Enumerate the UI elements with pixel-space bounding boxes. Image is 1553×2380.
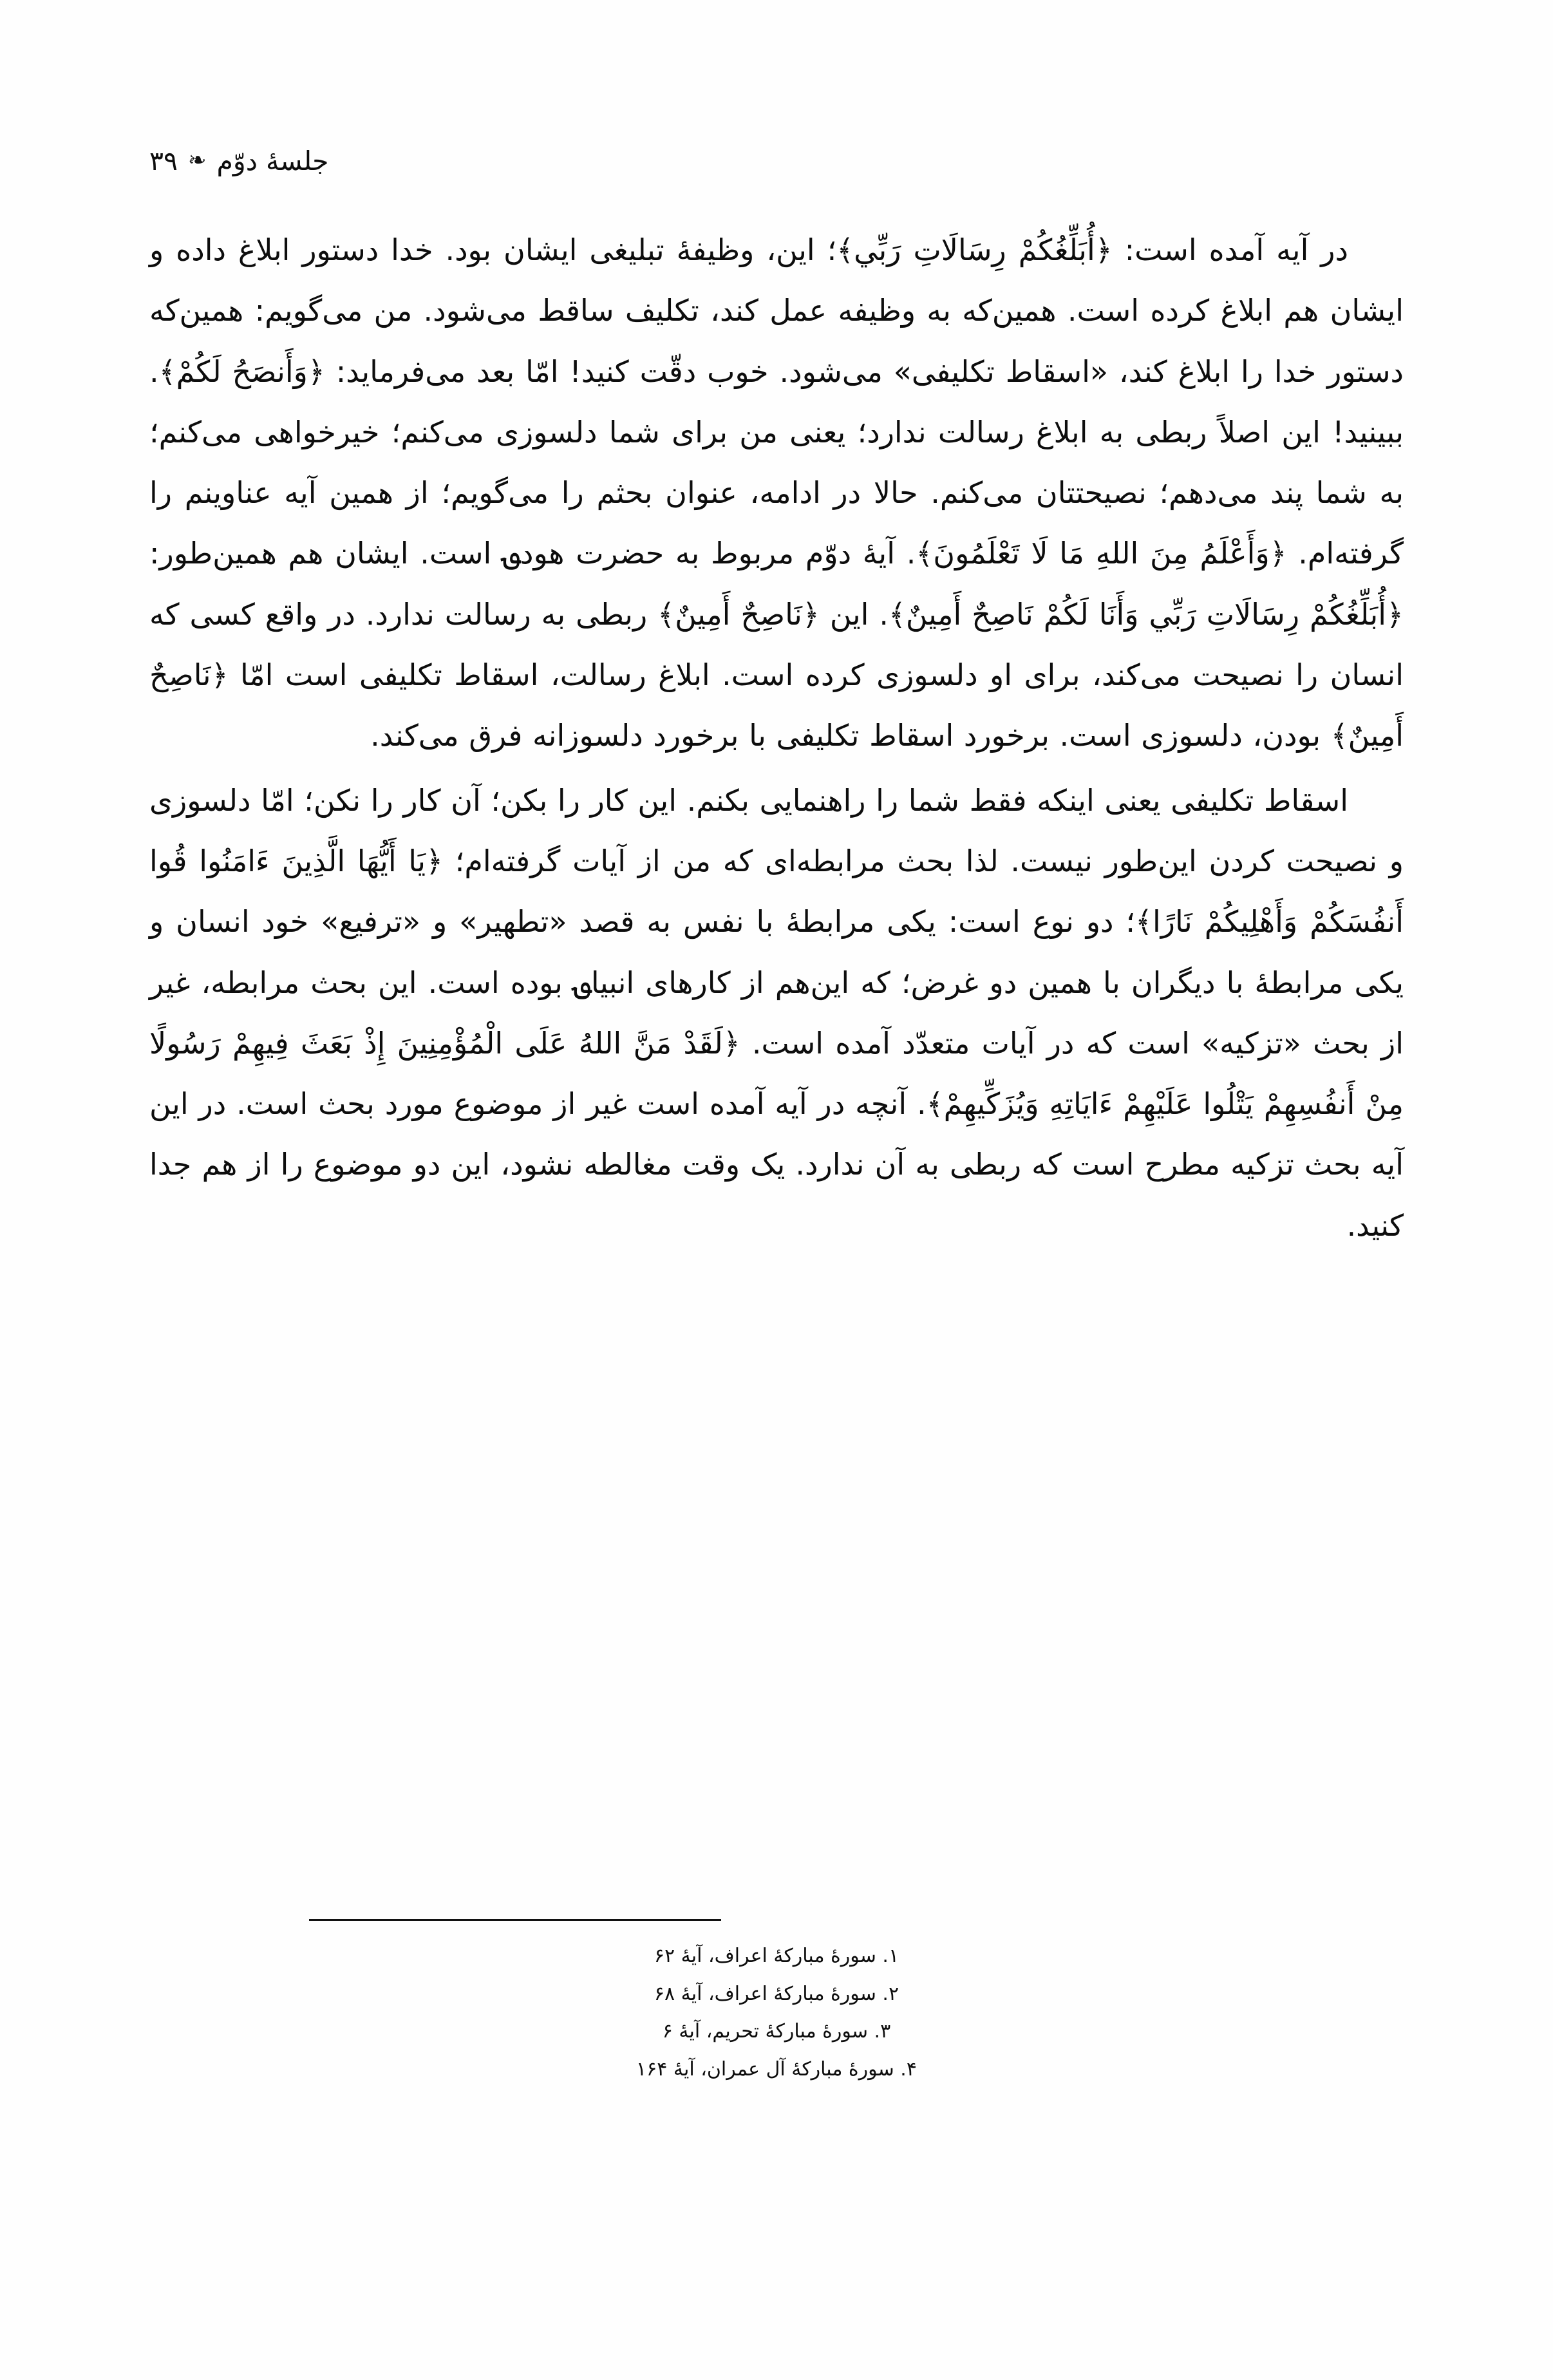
footnote-separator-rule bbox=[309, 1919, 721, 1921]
body-paragraph-2: اسقاط تکلیفی یعنی اینکه فقط شما را راهنمایی بکنم. این کار را بکن؛ آن کار را نکن؛ امّا دلسوزی و نصیحت کردن این‌طور نیست. لذا بحث مرابطه‌ای که من از آیات گرفته‌ام؛ ﴿يَا أَيُّهَا الَّذِينَ ءَامَنُوا قُوا أَنفُسَكُمْ وَأَهْلِيكُمْ نَارًا﴾؛ دو نوع است: یکی مرابطهٔ با نفس به قصد «تطهیر» و «ترفیع» خود انسان و یکی مرابطهٔ با دیگران با همین دو غرض؛ که این‌هم از کارهای انبیا؈ بوده است. این بحث مرابطه، غیر از بحث «تزکیه» است که در آیات متعدّد آمده است. ﴿لَقَدْ مَنَّ اللهُ عَلَى الْمُؤْمِنِينَ إِذْ بَعَثَ فِيهِمْ رَسُولًا مِنْ أَنفُسِهِمْ يَتْلُوا عَلَيْهِمْ ءَايَاتِهِ وَيُزَكِّيهِمْ﴾. آنچه در آیه آمده است غیر از موضوع مورد بحث است. در این آیه بحث تزکیه مطرح است که ربطی به آن ندارد. یک وقت مغالطه نشود، این دو موضوع را از هم جدا کنید. bbox=[149, 782, 1404, 1243]
page-number: ۳۹ bbox=[149, 146, 178, 176]
running-head bbox=[149, 148, 1404, 175]
page-content bbox=[149, 148, 1404, 1260]
footnote-item: ۱. سورهٔ مبارکهٔ اعراف، آیهٔ ۶۲ bbox=[654, 1945, 899, 1967]
running-head-chapter-title: جلسهٔ دوّم bbox=[216, 146, 329, 176]
footnotes-section bbox=[149, 1919, 1404, 2088]
footnote-item: ۲. سورهٔ مبارکهٔ اعراف، آیهٔ ۶۸ bbox=[654, 1982, 899, 2005]
ornament-icon: ❧ bbox=[188, 147, 207, 173]
footnote-item: ۳. سورهٔ مبارکهٔ تحریم، آیهٔ ۶ bbox=[662, 2020, 891, 2043]
body-paragraph-1: در آیه آمده است: ﴿أُبَلِّغُكُمْ رِسَالَاتِ رَبِّي﴾؛ این، وظیفهٔ تبلیغی ایشان بود. خدا دستور ابلاغ داده و ایشان هم ابلاغ کرده است. همین‌که به وظیفه عمل کند، تکلیف ساقط می‌شود. من می‌گویم: همین‌که دستور خدا را ابلاغ کند، «اسقاط تکلیفی» می‌شود. خوب دقّت کنید! امّا بعد می‌فرماید: ﴿وَأَنصَحُ لَكُمْ﴾. ببینید! این اصلاً ربطی به ابلاغ رسالت ندارد؛ یعنی من برای شما دلسوزی می‌کنم؛ خیرخواهی می‌کنم؛ به شما پند می‌دهم؛ نصیحتتان می‌کنم. حالا در ادامه، عنوان بحثم را می‌گویم؛ از همین آیه عناوینم را گرفته‌ام. ﴿وَأَعْلَمُ مِنَ اللهِ مَا لَا تَعْلَمُونَ﴾. آیهٔ دوّم مربوط به حضرت هود؈ است. ایشان هم همین‌طور: ﴿أُبَلِّغُكُمْ رِسَالَاتِ رَبِّي وَأَنَا لَكُمْ نَاصِحٌ أَمِينٌ﴾. این ﴿نَاصِحٌ أَمِينٌ﴾ ربطی به رسالت ندارد. در واقع کسی که انسان را نصیحت می‌کند، برای او دلسوزی کرده است. ابلاغ رسالت، اسقاط تکلیفی است امّا ﴿نَاصِحٌ أَمِينٌ﴾ بودن، دلسوزی است. برخورد اسقاط تکلیفی با برخورد دلسوزانه فرق می‌کند. bbox=[149, 232, 1404, 753]
footnote-list bbox=[149, 1938, 1404, 2088]
footnote-item: ۴. سورهٔ مبارکهٔ آل عمران، آیهٔ ۱۶۴ bbox=[636, 2057, 917, 2081]
